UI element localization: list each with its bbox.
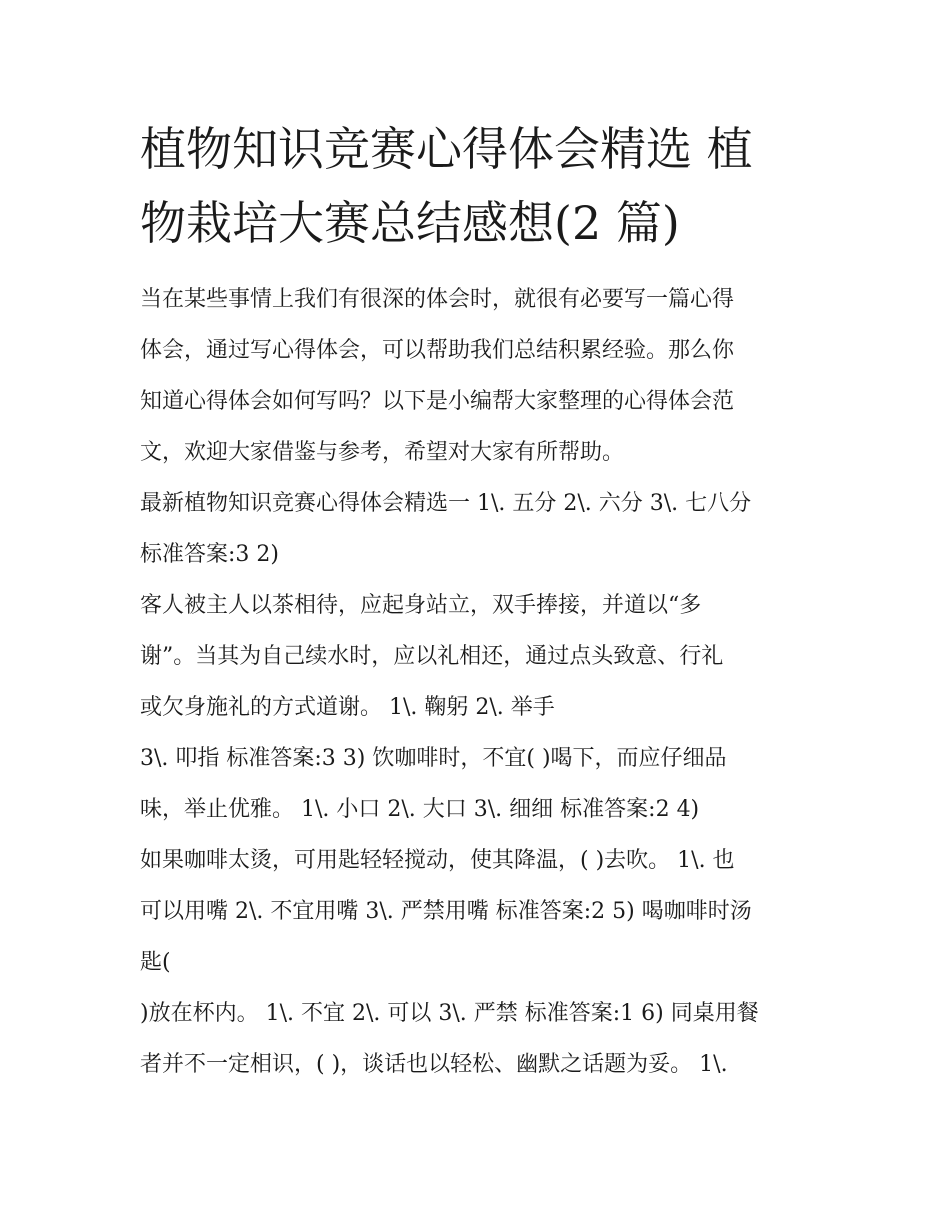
body-line: 者并不一定相识，( )，谈话也以轻松、幽默之话题为妥。 1\. <box>140 1052 728 1077</box>
body-line: 知道心得体会如何写吗？以下是小编帮大家整理的心得体会范 <box>140 389 735 414</box>
body-line: 匙( <box>140 950 171 975</box>
body-line: 客人被主人以茶相待，应起身站立，双手捧接，并道以“多 <box>140 593 702 618</box>
body-line: 文，欢迎大家借鉴与参考，希望对大家有所帮助。 <box>140 440 625 465</box>
body-line: 或欠身施礼的方式道谢。 1\. 鞠躬 2\. 举手 <box>140 695 555 720</box>
body-line: 体会，通过写心得体会，可以帮助我们总结积累经验。那么你 <box>140 338 735 363</box>
title-line: 植物知识竞赛心得体会精选 植 <box>140 122 753 176</box>
document-title <box>140 112 820 260</box>
body-line: 可以用嘴 2\. 不宜用嘴 3\. 严禁用嘴 标准答案:2 5) 喝咖啡时汤 <box>140 899 752 924</box>
body-line: 最新植物知识竞赛心得体会精选一 1\. 五分 2\. 六分 3\. 七八分 <box>140 491 752 516</box>
body-line: )放在杯内。 1\. 不宜 2\. 可以 3\. 严禁 标准答案:1 6) 同桌用餐 <box>140 1001 759 1026</box>
body-line: 味，举止优雅。 1\. 小口 2\. 大口 3\. 细细 标准答案:2 4) <box>140 797 700 822</box>
document-body <box>140 274 830 1090</box>
body-line: 标准答案:3 2) <box>140 542 279 567</box>
body-line: 谢”。当其为自己续水时，应以礼相还，通过点头致意、行礼 <box>140 644 724 669</box>
body-line: 当在某些事情上我们有很深的体会时，就很有必要写一篇心得 <box>140 287 735 312</box>
body-line: 3\. 叩指 标准答案:3 3) 饮咖啡时，不宜( )喝下，而应仔细品 <box>140 746 727 771</box>
body-line: 如果咖啡太烫，可用匙轻轻搅动，使其降温，( )去吹。 1\. 也 <box>140 848 735 873</box>
title-line: 物栽培大赛总结感想(2 篇) <box>140 196 680 250</box>
